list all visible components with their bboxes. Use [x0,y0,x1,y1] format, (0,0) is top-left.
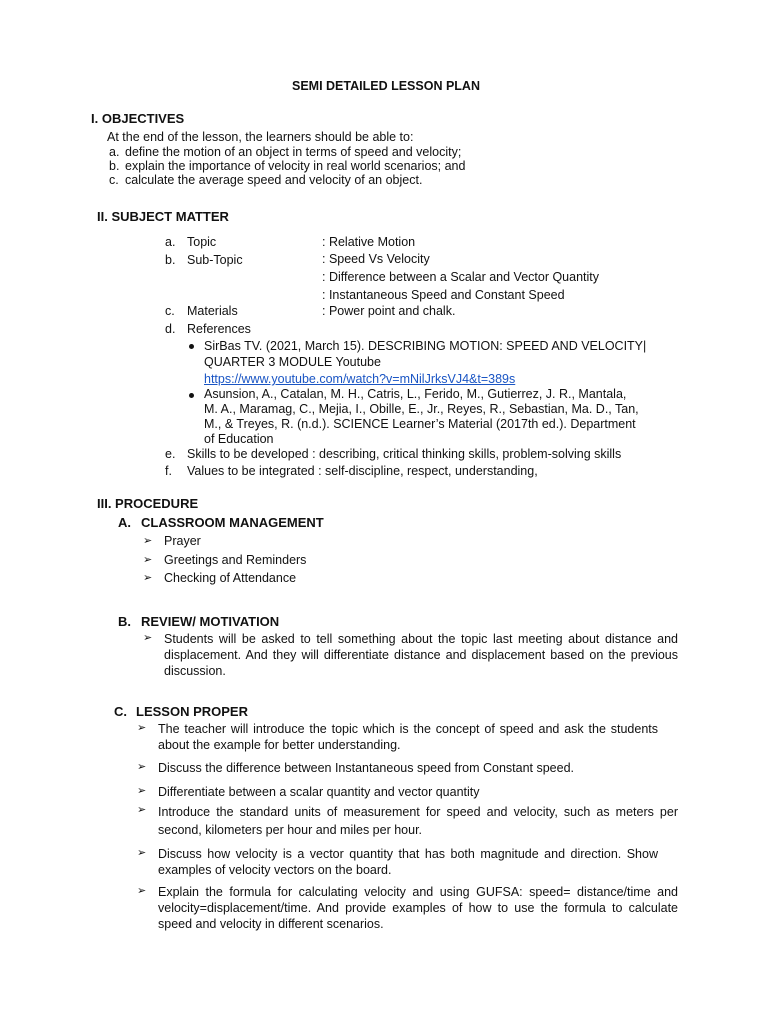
objectives-intro: At the end of the lesson, the learners should be able to: [107,130,414,144]
lesson-heading: LESSON PROPER [136,704,248,719]
materials-marker: c. [165,304,175,318]
reference-1-link[interactable]: https://www.youtube.com/watch?v=mNilJrksVJ4&t=389s [204,372,516,386]
materials-value: : Power point and chalk. [322,304,456,318]
subtopic-value-1: : Speed Vs Velocity [322,252,430,266]
arrow-bullet-icon: ➢ [143,554,153,566]
review-text: Students will be asked to tell something about the topic last meeting about distance and displacement. And they will differentiate distance and displacement based on the previous discussion. [164,632,678,678]
lesson-item: Explain the formula for calculating velocity and using GUFSA: speed= distance/time and velocity=displacement/time. And provide examples of how to use the formula to calculate speed and velocity in different scenarios. [158,885,678,931]
review-marker: B. [118,614,131,629]
classroom-item: Prayer [164,534,201,548]
arrow-bullet-icon: ➢ [143,572,153,584]
objective-a: define the motion of an object in terms of speed and velocity; [125,145,462,159]
reference-2-line-1: Asunsion, A., Catalan, M. H., Catris, L., Ferido, M., Gutierrez, J. R., Mantala, [204,387,627,401]
lesson-item: Discuss how velocity is a vector quantity that has both magnitude and direction. Show examples of velocity vectors on the board. [158,847,658,877]
topic-label: Topic [187,235,217,249]
reference-2-line-2: M. A., Maramag, C., Mejia, I., Obille, E., Jr., Reyes, R., Sebastian, Ma. D., Tan, [204,402,639,416]
values-marker: f. [165,464,172,478]
topic-value: : Relative Motion [322,235,416,249]
lesson-item: Introduce the standard units of measurement for speed and velocity, such as meters per second, kilometers per hour and miles per hour. [158,805,678,837]
review-heading: REVIEW/ MOTIVATION [141,614,280,629]
arrow-bullet-icon: ➢ [143,535,153,547]
lesson-item: The teacher will introduce the topic which is the concept of speed and ask the students about the example for better understanding. [158,722,658,752]
references-label: References [187,322,251,336]
skills-marker: e. [165,447,176,461]
reference-1-line-1: SirBas TV. (2021, March 15). DESCRIBING MOTION: SPEED AND VELOCITY| [204,339,647,353]
arrow-bullet-icon: ➢ [143,632,153,644]
classroom-heading: CLASSROOM MANAGEMENT [141,515,324,530]
arrow-bullet-icon: ➢ [137,847,147,859]
objective-c: calculate the average speed and velocity of an object. [125,173,423,187]
subtopic-marker: b. [165,253,176,267]
objective-marker-c: c. [109,173,119,187]
references-marker: d. [165,322,176,336]
document-title: SEMI DETAILED LESSON PLAN [292,79,480,93]
reference-2-line-3: M., & Treyes, R. (n.d.). SCIENCE Learner’s Material (2017th ed.). Department [204,417,636,431]
values-text: Values to be integrated : self-discipline, respect, understanding, [187,464,538,478]
materials-label: Materials [187,304,238,318]
reference-1-line-2: QUARTER 3 MODULE Youtube [204,355,381,369]
procedure-heading: III. PROCEDURE [97,496,199,511]
skills-text: Skills to be developed : describing, critical thinking skills, problem-solving skills [187,447,622,461]
subtopic-value-2: : Difference between a Scalar and Vector Quantity [322,270,600,284]
arrow-bullet-icon: ➢ [137,785,147,797]
subtopic-value-3: : Instantaneous Speed and Constant Speed [322,288,565,302]
topic-marker: a. [165,235,176,249]
lesson-marker: C. [114,704,127,719]
objectives-heading: I. OBJECTIVES [91,111,185,126]
objective-marker-b: b. [109,159,120,173]
reference-bullet-1 [189,344,194,349]
objective-b: explain the importance of velocity in real world scenarios; and [125,159,466,173]
lesson-item: Discuss the difference between Instantaneous speed from Constant speed. [158,761,574,775]
lesson-item: Differentiate between a scalar quantity and vector quantity [158,785,480,799]
subject-matter-heading: II. SUBJECT MATTER [97,209,229,224]
arrow-bullet-icon: ➢ [137,885,147,897]
arrow-bullet-icon: ➢ [137,722,147,734]
arrow-bullet-icon: ➢ [137,761,147,773]
classroom-marker: A. [118,515,131,530]
classroom-item: Checking of Attendance [164,571,297,585]
objective-marker-a: a. [109,145,120,159]
classroom-item: Greetings and Reminders [164,553,307,567]
subtopic-label: Sub-Topic [187,253,243,267]
arrow-bullet-icon: ➢ [137,804,147,816]
reference-bullet-2 [189,393,194,398]
reference-2-line-4: of Education [204,432,274,446]
